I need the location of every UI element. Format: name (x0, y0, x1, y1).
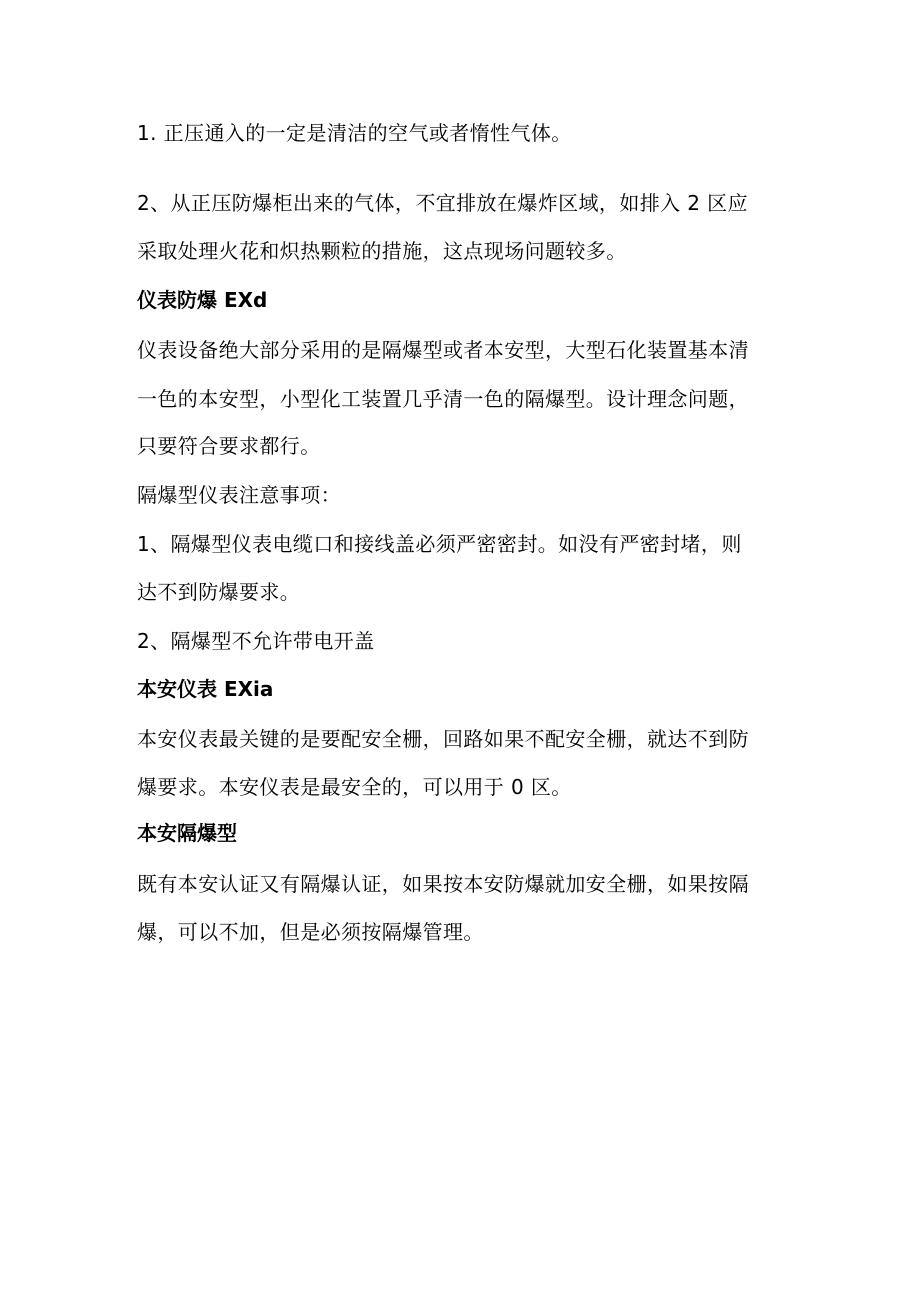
paragraph-line: 本安仪表最关键的是要配安全栅，回路如果不配安全栅，就达不到防 (137, 727, 749, 751)
paragraph-line: 一色的本安型，小型化工装置几乎清一色的隔爆型。设计理念问题， (137, 387, 749, 411)
paragraph-line: 仪表设备绝大部分采用的是隔爆型或者本安型，大型石化装置基本清 (137, 338, 749, 362)
heading-intrinsic-flameproof: 本安隔爆型 (137, 821, 237, 845)
paragraph-line: 爆，可以不加，但是必须按隔爆管理。 (137, 920, 484, 944)
paragraph-flameproof-notes-title: 隔爆型仪表注意事项： (137, 483, 341, 507)
heading-exia: 本安仪表 EXia (137, 677, 274, 701)
paragraph-line: 既有本安认证又有隔爆认证，如果按本安防爆就加安全栅，如果按隔 (137, 872, 749, 896)
paragraph-line: 采取处理火花和炽热颗粒的措施，这点现场问题较多。 (137, 239, 627, 263)
paragraph-line: 2、从正压防爆柜出来的气体，不宜排放在爆炸区域，如排入 2 区应 (137, 191, 748, 215)
paragraph-positive-pressure-gas: 1. 正压通入的一定是清洁的空气或者惰性气体。 (137, 121, 572, 145)
heading-exd: 仪表防爆 EXd (137, 288, 268, 312)
paragraph-line: 达不到防爆要求。 (137, 580, 301, 604)
paragraph-line: 只要符合要求都行。 (137, 434, 321, 458)
paragraph-line: 1、隔爆型仪表电缆口和接线盖必须严密密封。如没有严密封堵，则 (137, 532, 742, 556)
paragraph-line: 爆要求。本安仪表是最安全的，可以用于 0 区。 (137, 775, 572, 799)
paragraph-flameproof-note-2: 2、隔爆型不允许带电开盖 (137, 629, 375, 653)
